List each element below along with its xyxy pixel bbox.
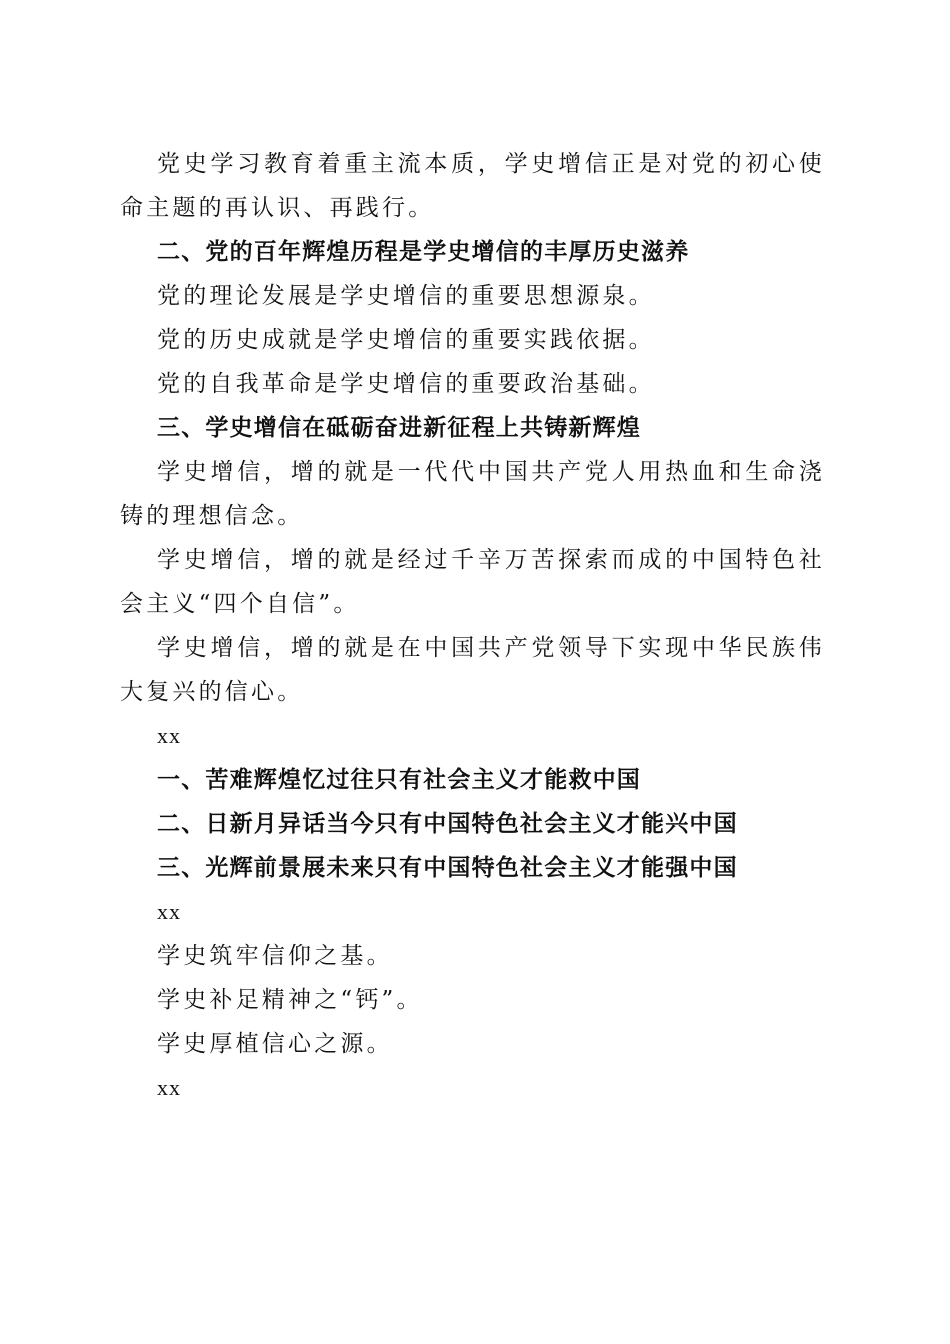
paragraph-faith-foundation: 学史筑牢信仰之基。 bbox=[157, 943, 393, 969]
paragraph-rejuvenation: 学史增信，增的就是在中国共产党领导下实现中华民族伟大复兴的信心。 bbox=[120, 635, 825, 705]
document-page bbox=[120, 142, 825, 1110]
paragraph-intro: 党史学习教育着重主流本质，学史增信正是对党的初心使命主题的再认识、再践行。 bbox=[120, 151, 825, 221]
paragraph-theory: 党的理论发展是学史增信的重要思想源泉。 bbox=[157, 283, 655, 309]
paragraph-spirit-calcium: 学史补足精神之“钙”。 bbox=[157, 987, 423, 1013]
paragraph-achievement: 党的历史成就是学史增信的重要实践依据。 bbox=[157, 327, 655, 353]
paragraph-confidence-source: 学史厚植信心之源。 bbox=[157, 1031, 393, 1057]
section-marker-3: xx bbox=[157, 1075, 181, 1100]
section-heading-2: 二、党的百年辉煌历程是学史增信的丰厚历史滋养 bbox=[157, 239, 690, 265]
section-marker-2: xx bbox=[157, 899, 181, 924]
outline-heading-3: 三、光辉前景展未来只有中国特色社会主义才能强中国 bbox=[157, 855, 738, 881]
paragraph-ideals: 学史增信，增的就是一代代中国共产党人用热血和生命浇铸的理想信念。 bbox=[120, 459, 825, 529]
outline-heading-2: 二、日新月异话当今只有中国特色社会主义才能兴中国 bbox=[157, 811, 738, 837]
paragraph-four-confidences: 学史增信，增的就是经过千辛万苦探索而成的中国特色社会主义“四个自信”。 bbox=[120, 547, 825, 617]
outline-heading-1: 一、苦难辉煌忆过往只有社会主义才能救中国 bbox=[157, 767, 641, 793]
paragraph-self-revolution: 党的自我革命是学史增信的重要政治基础。 bbox=[157, 371, 655, 397]
section-heading-3: 三、学史增信在砥砺奋进新征程上共铸新辉煌 bbox=[157, 415, 641, 441]
section-marker-1: xx bbox=[157, 723, 181, 748]
